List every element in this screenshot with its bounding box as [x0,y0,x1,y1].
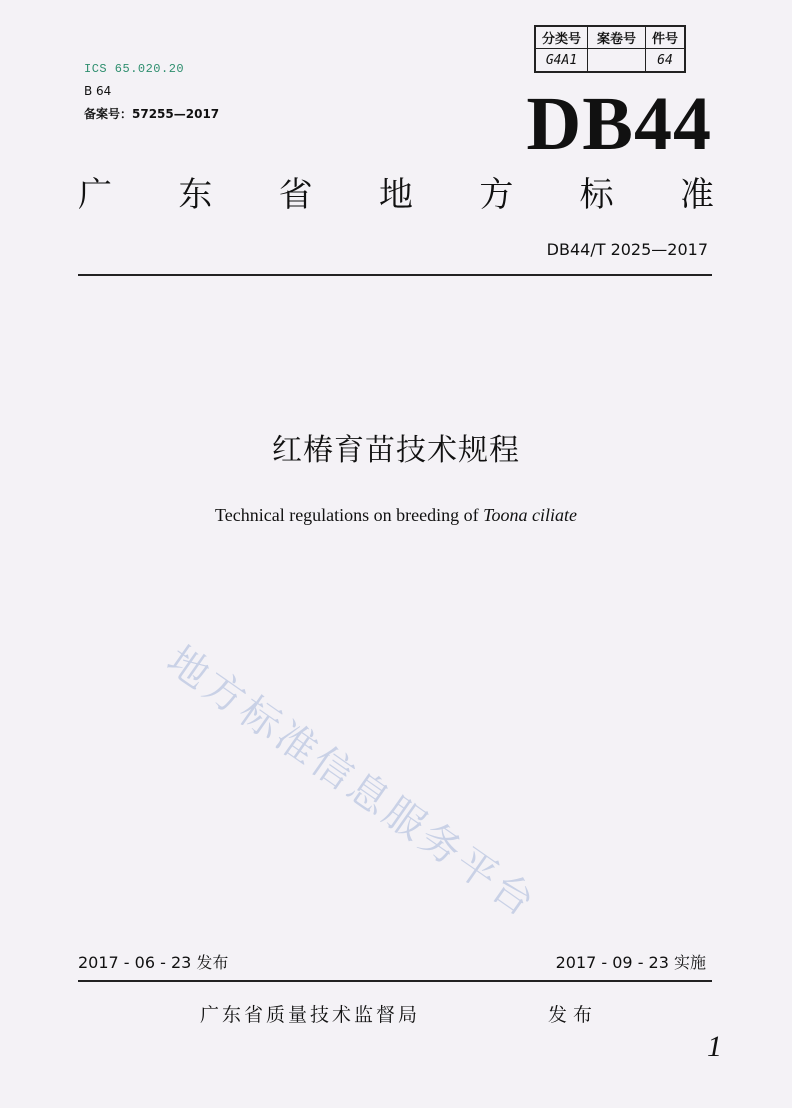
implement-date: 2017 - 09 - 23 实施 [555,953,706,972]
stamp-value-file [588,49,646,71]
issue-label: 发布 [548,1004,599,1026]
standard-title-char: 准 [679,175,714,215]
handwritten-page-mark: 1 [707,1030,722,1063]
title-en-species: Toona ciliate [483,505,577,525]
stamp-value-item: 64 [657,52,673,68]
standard-title-char: 东 [178,175,213,215]
stamp-header-file: 案卷号 [588,27,646,49]
stamp-header-category: 分类号 [536,27,588,49]
document-title-zh: 红椿育苗技术规程 [272,433,520,468]
standard-title-char: 方 [479,175,514,215]
standard-title-char: 地 [378,175,413,215]
ics-code: ICS 65.020.20 [84,62,185,76]
document-title-en [0,505,792,526]
classification-code: B 64 [84,84,112,98]
publish-date: 2017 - 06 - 23 发布 [78,953,229,972]
standard-title-char: 省 [278,175,313,215]
title-en-prefix: Technical regulations on breeding of [215,505,484,525]
header-divider [78,274,712,276]
standard-type-title [78,175,714,215]
issuing-authority: 广东省质量技术监督局 [200,1004,421,1026]
db44-logo: DB44 [526,82,712,166]
archive-stamp [534,25,686,73]
stamp-value-category: G4A1 [536,49,588,71]
footer-divider [78,980,712,982]
standard-title-char: 广 [78,175,112,215]
watermark: 地方标准信息服务平台 [158,637,546,928]
standard-title-char: 标 [579,175,614,215]
record-number: 备案号：57255—2017 [84,107,220,121]
stamp-header-item: 件号 [646,27,684,49]
standard-number: DB44/T 2025—2017 [546,240,708,259]
